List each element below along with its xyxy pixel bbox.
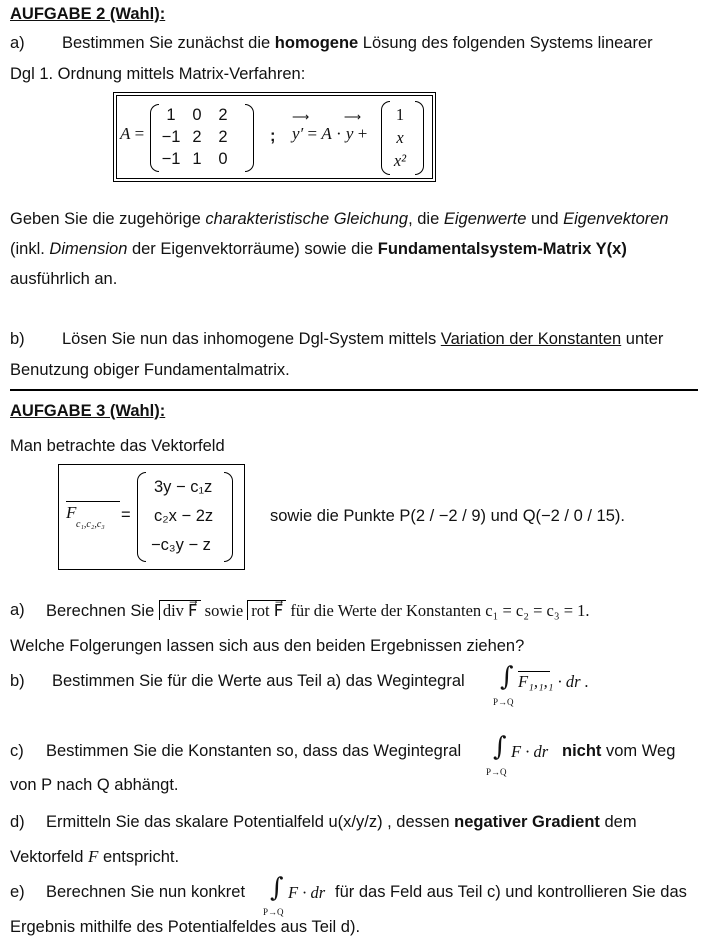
field-name: F <box>66 503 77 522</box>
a2-paragraph-line2: (inkl. Dimension der Eigenvektorräume) sowie die Fundamentalsystem-Matrix Y(x) <box>10 240 627 258</box>
matrix-cell: 2 <box>218 128 228 146</box>
matrix-cell: 2 <box>218 106 228 124</box>
field-right-paren <box>224 472 233 562</box>
vector-cell: x <box>396 128 404 147</box>
section-divider <box>10 389 698 391</box>
points-text: sowie die Punkte P(2 / −2 / 9) und Q(−2 / 0 / 15). <box>270 507 625 525</box>
matrix-eq: A = <box>120 124 145 143</box>
matrix-cell: −1 <box>161 128 181 146</box>
a2-part-b-label: b) <box>10 330 25 348</box>
b-integrand: F₁,₁,₁ · dr . <box>518 672 589 691</box>
a2-part-b-line2: Benutzung obiger Fundamentalmatrix. <box>10 361 290 379</box>
a3-part-d-label: d) <box>10 813 25 831</box>
matrix-cell: 0 <box>218 150 228 168</box>
a3-part-c-label: c) <box>10 742 24 760</box>
a2-part-a-line2: Dgl 1. Ordnung mittels Matrix-Verfahren: <box>10 65 306 83</box>
a2-part-a-text: Bestimmen Sie zunächst die homogene Lösung des folgenden Systems linearer <box>62 34 653 52</box>
a3-part-c-text: Bestimmen Sie die Konstanten so, dass das Wegintegral <box>46 742 462 760</box>
point-p: P(2 / −2 / 9) <box>399 507 486 525</box>
integral-limits: P→Q <box>486 767 507 777</box>
a2-paragraph-line1: Geben Sie die zugehörige charakteristische Gleichung, die Eigenwerte und Eigenvektoren <box>10 210 669 228</box>
a3-part-d-line2: Vektorfeld F entspricht. <box>10 847 180 866</box>
field-subscript: c₁,c₂,c₃ <box>76 519 105 530</box>
matrix-cell: 2 <box>192 128 202 146</box>
integral-limits: P→Q <box>263 907 284 917</box>
e-integrand: F · dr <box>288 883 326 902</box>
a3-part-a-line2: Welche Folgerungen lassen sich aus den beiden Ergebnissen ziehen? <box>10 637 525 655</box>
vector-overline <box>518 671 550 672</box>
matrix-right-paren <box>245 104 254 172</box>
a3-part-e-tail: für das Feld aus Teil c) und kontrollieren Sie das <box>335 883 687 901</box>
field-component: −c₃y − z <box>151 536 211 554</box>
field-equals: = <box>121 506 131 524</box>
system-equation: ⟶ y′ = A · ⟶ y + <box>292 110 368 143</box>
field-component: c₂x − 2z <box>154 507 214 525</box>
a3-part-e-line2: Ergebnis mithilfe des Potentialfeldes aus Teil d). <box>10 918 361 936</box>
a2-paragraph-line3: ausführlich an. <box>10 270 118 288</box>
aufgabe3-heading: AUFGABE 3 (Wahl): <box>10 402 166 420</box>
a2-part-b-text: Lösen Sie nun das inhomogene Dgl-System mittels Variation der Konstanten unter <box>62 330 664 348</box>
a3-part-b-text: Bestimmen Sie für die Werte aus Teil a) das Wegintegral <box>52 672 465 690</box>
aufgabe2-heading: AUFGABE 2 (Wahl): <box>10 5 166 23</box>
vector-overline <box>66 501 120 502</box>
matrix-cell: 1 <box>166 106 176 124</box>
vector-arrow-icon: ⟶ <box>292 110 310 124</box>
a3-part-c-tail: nicht vom Weg <box>562 742 676 760</box>
field-left-paren <box>137 472 146 562</box>
integral-limits: P→Q <box>493 697 514 707</box>
integral-icon: ∫ <box>500 662 514 692</box>
matrix-cell: −1 <box>161 150 181 168</box>
point-q: Q(−2 / 0 / 15). <box>522 507 625 525</box>
a3-part-b-label: b) <box>10 672 25 690</box>
c-integrand: F · dr <box>511 742 549 761</box>
vector-cell: 1 <box>395 105 405 124</box>
a3-part-d-text: Ermitteln Sie das skalare Potentialfeld u(x/y/z) , dessen negativer Gradient dem <box>46 813 637 831</box>
a3-part-a-text: Berechnen Sie div F⃗ sowie rot F⃗ für die Werte der Konstanten c₁ = c₂ = c₃ = 1. <box>46 601 590 620</box>
vector-cell: x² <box>393 151 407 170</box>
a3-part-c-line2: von P nach Q abhängt. <box>10 776 179 794</box>
matrix-cell: 0 <box>192 106 202 124</box>
matrix-semicolon: ; <box>270 127 276 145</box>
field-component: 3y − c₁z <box>154 478 213 496</box>
vector-right-paren <box>415 101 424 175</box>
a3-part-e-text: Berechnen Sie nun konkret <box>46 883 246 901</box>
integral-icon: ∫ <box>493 732 507 762</box>
a3-intro: Man betrachte das Vektorfeld <box>10 437 225 455</box>
a2-part-a-label: a) <box>10 34 25 52</box>
a3-part-a-label: a) <box>10 601 25 619</box>
vector-arrow-icon: ⟶ <box>343 110 362 124</box>
matrix-left-paren <box>150 104 159 172</box>
matrix-cell: 1 <box>192 150 202 168</box>
a3-part-e-label: e) <box>10 883 25 901</box>
rot-expression: rot F⃗ <box>247 600 286 620</box>
div-expression: div F⃗ <box>159 600 201 620</box>
integral-icon: ∫ <box>270 873 284 903</box>
